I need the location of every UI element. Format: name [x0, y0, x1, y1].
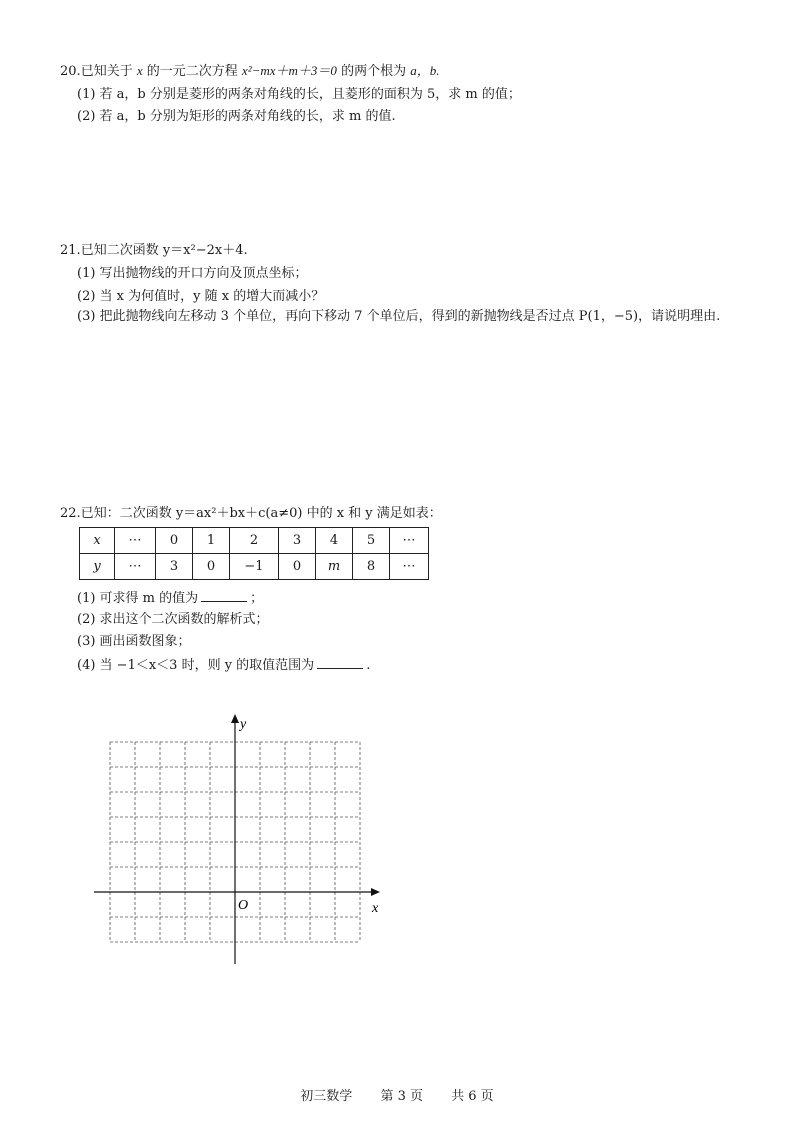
table-cell: x — [80, 528, 115, 554]
footer-total: 共 6 页 — [451, 1089, 494, 1104]
table-row-x — [80, 528, 429, 554]
answer-blank[interactable] — [201, 589, 247, 602]
q20-equation: x²−mx＋m＋3＝0 — [241, 63, 337, 78]
table-cell: ⋯ — [390, 554, 429, 580]
q21-part1: (1) 写出抛物线的开口方向及顶点坐标； — [77, 266, 308, 281]
q22-number: 22. — [60, 506, 81, 521]
q20-part2: (2) 若 a，b 分别为矩形的两条对角线的长，求 m 的值. — [77, 109, 396, 124]
table-cell: 4 — [316, 528, 353, 554]
table-cell: 3 — [279, 528, 316, 554]
xy-value-table — [79, 527, 429, 580]
table-row-y — [80, 554, 429, 580]
q21-part3: (3) 把此抛物线向左移动 3 个单位，再向下移动 7 个单位后，得到的新抛物线是否过点 P(1，−5)，请说明理由. — [77, 309, 721, 324]
coordinate-grid[interactable] — [90, 712, 390, 972]
x-axis-arrow-icon — [371, 888, 380, 896]
q20-stem: 20.已知关于 x 的一元二次方程 x²−mx＋m＋3＝0 的两个根为 a，b. — [60, 63, 440, 79]
page-footer — [0, 1085, 794, 1104]
table-cell: 0 — [156, 528, 193, 554]
table-cell: m — [316, 554, 353, 580]
x-axis-label: x — [372, 901, 379, 916]
y-axis-arrow-icon — [231, 714, 239, 723]
answer-blank[interactable] — [317, 656, 363, 669]
q22-part4: (4) 当 −1＜x＜3 时，则 y 的取值范围为 . — [77, 658, 371, 673]
q22-part2: (2) 求出这个二次函数的解析式； — [77, 612, 269, 627]
footer-subject: 初三数学 — [300, 1089, 353, 1104]
origin-label: O — [238, 898, 249, 913]
q21-stem: 21.已知二次函数 y＝x²−2x＋4. — [60, 243, 248, 258]
footer-page: 第 3 页 — [380, 1089, 423, 1104]
q20-number: 20. — [60, 64, 81, 79]
table-cell: 5 — [353, 528, 390, 554]
table-cell: 1 — [193, 528, 230, 554]
q22-part1: (1) 可求得 m 的值为 ； — [77, 591, 264, 606]
table-cell: y — [80, 554, 115, 580]
table-cell: ⋯ — [115, 528, 156, 554]
y-axis-label: y — [240, 717, 247, 732]
table-cell: 0 — [193, 554, 230, 580]
q22-part3: (3) 画出函数图象； — [77, 634, 191, 649]
q20-part1: (1) 若 a，b 分别是菱形的两条对角线的长，且菱形的面积为 5，求 m 的值； — [77, 87, 521, 102]
table-cell: 0 — [279, 554, 316, 580]
table-cell: ⋯ — [115, 554, 156, 580]
table-cell: 3 — [156, 554, 193, 580]
table-cell: −1 — [230, 554, 279, 580]
q21-part2: (2) 当 x 为何值时，y 随 x 的增大而减小？ — [77, 289, 325, 304]
q22-stem: 22.已知：二次函数 y＝ax²＋bx＋c(a≠0) 中的 x 和 y 满足如表： — [60, 506, 442, 521]
q21-number: 21. — [60, 243, 81, 258]
table-cell: 2 — [230, 528, 279, 554]
table-cell: 8 — [353, 554, 390, 580]
table-cell: ⋯ — [390, 528, 429, 554]
